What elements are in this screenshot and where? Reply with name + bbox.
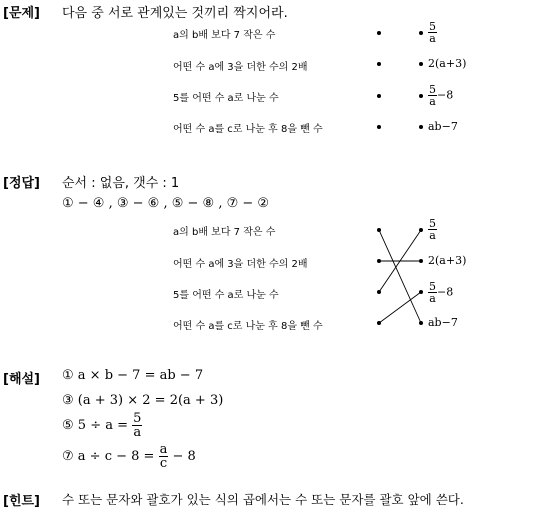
answer-left-item-4: 어떤 수 a를 c로 나눈 후 8을 뺀 수	[173, 321, 323, 332]
answer-pairs: ① − ④ , ③ − ⑥ , ⑤ − ⑧ , ⑦ − ②	[62, 196, 270, 211]
problem-instruction: 다음 중 서로 관계있는 것끼리 짝지어라.	[62, 6, 288, 21]
answer-right-item-3: $\frac{5}{a}$ −8	[429, 280, 454, 305]
answer-left-dot-2[interactable]	[377, 259, 381, 263]
problem-left-item-4: 어떤 수 a를 c로 나눈 후 8을 뺀 수	[173, 124, 323, 135]
problem-right-item-2: 2(a+3)	[428, 57, 467, 70]
problem-right-item-4: ab−7	[428, 120, 458, 133]
answer-right-dot-3[interactable]	[419, 290, 423, 294]
answer-left-dot-1[interactable]	[377, 228, 381, 232]
answer-left-dot-4[interactable]	[377, 321, 381, 325]
connector-line-4-3	[379, 292, 421, 323]
answer-right-dot-2[interactable]	[419, 259, 423, 263]
answer-right-dot-4[interactable]	[419, 321, 423, 325]
problem-right-item-3: $\frac{5}{a}$ −8	[429, 83, 454, 108]
answer-left-item-1: a의 b배 보다 7 작은 수	[173, 227, 276, 238]
explanation-line-2: ③ (a + 3) × 2 = 2(a + 3)	[62, 393, 224, 408]
problem-right-item-1: $\frac{5}{a}$	[429, 20, 436, 45]
problem-left-item-2: 어떤 수 a에 3을 더한 수의 2배	[173, 62, 308, 73]
connector-line-1-4	[379, 230, 421, 323]
answer-left-item-3: 5를 어떤 수 a로 나눈 수	[173, 290, 279, 301]
problem-left-item-3: 5를 어떤 수 a로 나눈 수	[173, 93, 279, 104]
answer-right-dot-1[interactable]	[419, 228, 423, 232]
explanation-line-4: ⑦ a ÷ c − 8 = $\frac{a}{c}$ − 8	[62, 442, 196, 471]
answer-left-dot-3[interactable]	[377, 290, 381, 294]
answer-right-item-1: $\frac{5}{a}$	[429, 217, 436, 242]
explanation-tag: [해설]	[3, 372, 40, 387]
hint-tag: [힌트]	[3, 494, 40, 509]
explanation-line-3: ⑤ 5 ÷ a = $\frac{5}{a}$	[62, 411, 142, 440]
answer-left-item-2: 어떤 수 a에 3을 더한 수의 2배	[173, 259, 308, 270]
problem-left-item-1: a의 b배 보다 7 작은 수	[173, 30, 276, 41]
hint-text: 수 또는 문자와 괄호가 있는 식의 곱에서는 수 또는 문자를 괄호 앞에 쓴다.	[62, 492, 464, 507]
answer-right-item-4: ab−7	[428, 316, 458, 329]
problem-tag: [문제]	[3, 6, 40, 21]
answer-summary: 순서 : 없음, 갯수 : 1	[62, 176, 180, 191]
answer-right-item-2: 2(a+3)	[428, 254, 467, 267]
explanation-line-1: ① a × b − 7 = ab − 7	[62, 368, 204, 383]
answer-tag: [정답]	[3, 176, 40, 191]
